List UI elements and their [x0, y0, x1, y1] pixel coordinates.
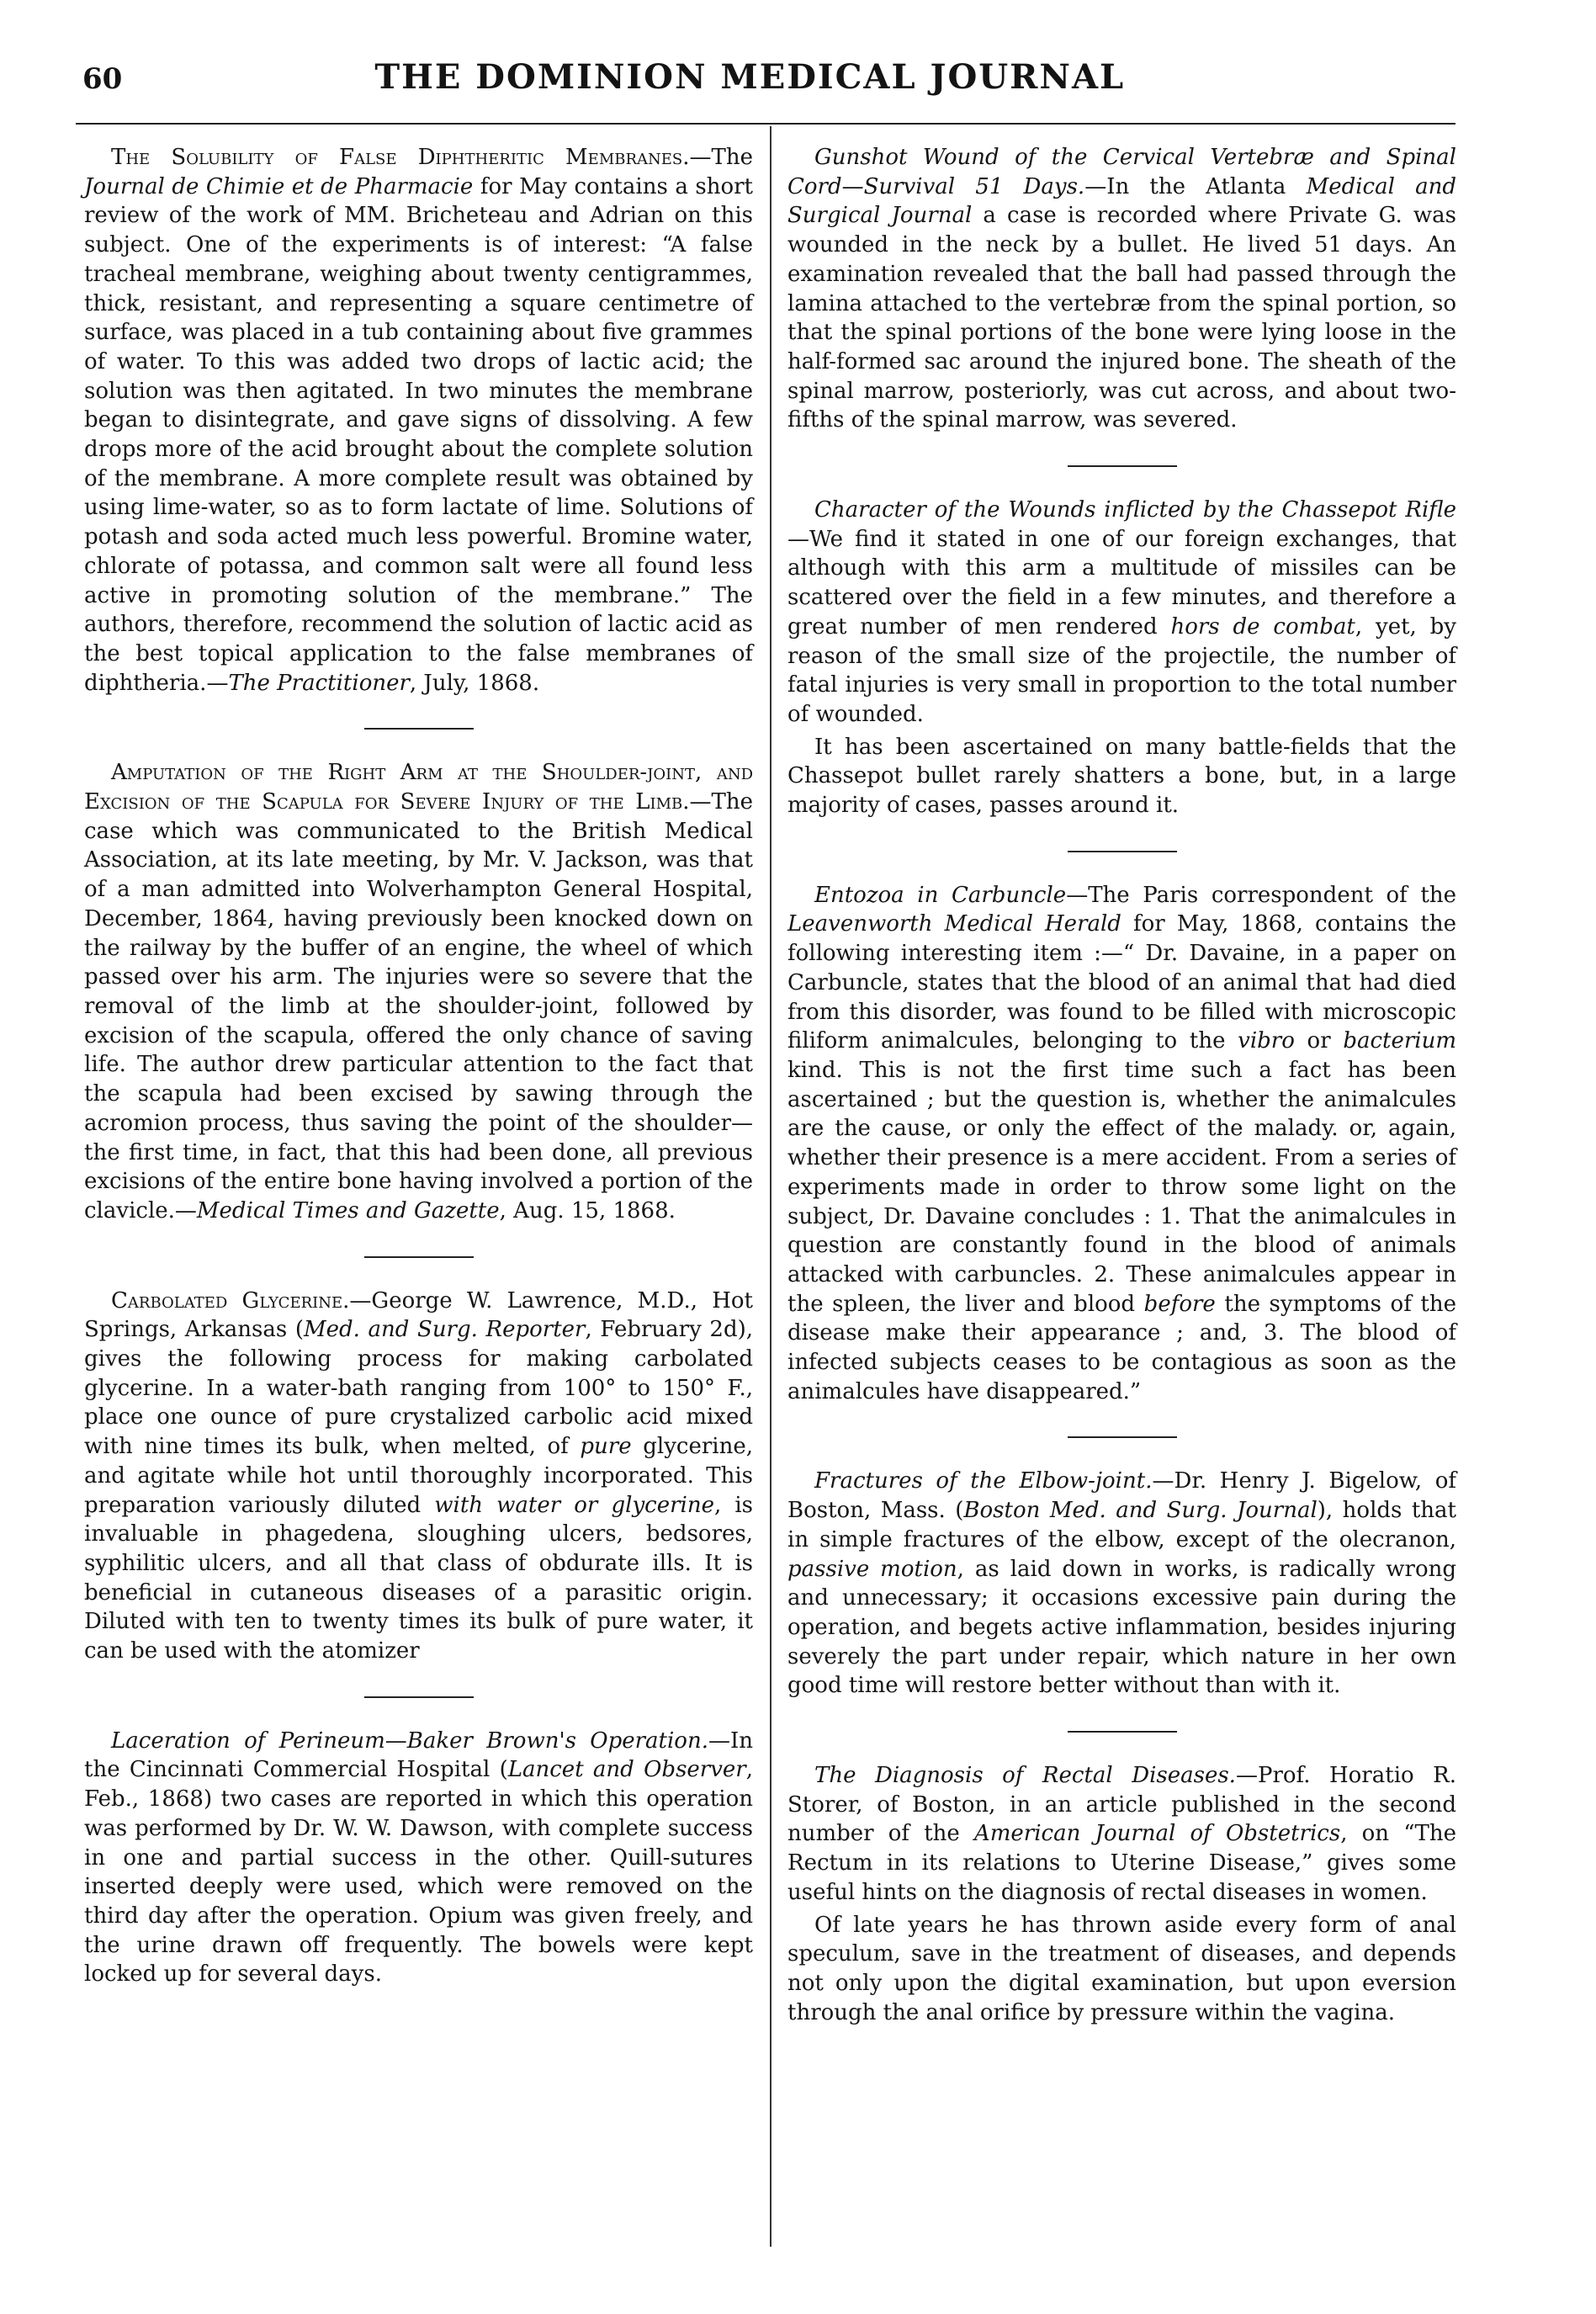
text-run: —In the Cincinnati Commercial Hospital (: [84, 1728, 753, 1783]
article-heading: The Diagnosis of Rectal Diseases.: [814, 1763, 1236, 1789]
right-column: [787, 143, 1456, 2057]
italic-run: vibro: [1238, 1028, 1295, 1054]
article-gunshot-wound: [787, 143, 1456, 435]
text-run: , as laid down in works, is radically wrong and unnecessary; it occasions excessive pain during the operation, and begets active inflammation, besides injuring severely the part under repair, which nature in her own good time will restore better without than with it.: [787, 1556, 1456, 1699]
text-run: the symptoms of the disease make their appearance ; and, 3. The blood of infected subjects ceases to be contagious as soon as the animalcules have disappeared.”: [787, 1291, 1456, 1404]
journal-title: THE DOMINION MEDICAL JOURNAL: [374, 57, 1126, 97]
article-rectal-diseases: [787, 1761, 1456, 2027]
text-run: —The Paris correspondent of the: [1066, 882, 1456, 908]
section-separator: [364, 728, 474, 730]
article-solubility-membranes: [84, 143, 753, 698]
citation-source: American Journal of Obstetrics: [973, 1821, 1341, 1847]
article-paragraph: It has been ascertained on many battle-fields that the Chassepot bullet rarely shatters a bone, but, in a large majority of cases, passes around it.: [787, 734, 1456, 819]
article-heading: The Solubility of False Diphtheritic Membranes.: [111, 145, 690, 170]
text-run: , Aug. 15, 1868.: [499, 1197, 676, 1223]
italic-run: pure: [580, 1434, 632, 1460]
section-separator: [1068, 1436, 1177, 1438]
text-run: , February 2d), gives the following process for making carbolated glycerine. In a water-bath ranging from 100° to 150° F., place one ounce of pure crystalized carbolic acid mixed with nine times its bulk, when melted, of: [84, 1317, 753, 1460]
article-laceration-perineum: [84, 1727, 753, 1989]
italic-run: hors de combat: [1170, 613, 1355, 640]
text-run: or: [1294, 1028, 1344, 1054]
text-run: —The case which was communicated to the British Medical Association, at its late meeting, by Mr. V. Jackson, was that of a man admitted into Wolverhampton General Hospital, December, 1864, having previously been knocked down on the railway by the buffer of an engine, the wheel of which passed over his arm. The injuries were so severe that the removal of the limb at the shoulder-joint, followed by excision of the scapula, offered the only chance of saving life. The author drew particular attention to the fact that the scapula had been excised by sawing through the acromion process, thus saving the point of the shoulder—the first time, in fact, that this had been done, all previous excisions of the entire bone having involved a portion of the clavicle.—: [84, 789, 753, 1223]
article-heading: Fractures of the Elbow-joint.: [814, 1468, 1153, 1494]
article-carbolated-glycerine: [84, 1287, 753, 1666]
section-separator: [1068, 851, 1177, 852]
section-separator: [364, 1256, 474, 1258]
section-separator: [1068, 1731, 1177, 1733]
citation-source: Medical and Surgical Journal: [787, 173, 1457, 229]
citation-source: Lancet and Observer: [507, 1757, 746, 1783]
citation-source: Medical Times and Gazette: [196, 1197, 500, 1223]
article-heading: Entozoa in Carbuncle: [814, 882, 1067, 908]
italic-run: with water or glycerine: [434, 1492, 714, 1518]
article-paragraph: [787, 496, 1456, 730]
text-run: —The: [689, 145, 753, 170]
italic-run: before: [1143, 1291, 1216, 1317]
article-heading: Gunshot Wound of the Cervical Vertebræ and Spinal Cord—Survival 51 Days.: [787, 145, 1456, 199]
text-run: , is invaluable in phagedena, sloughing ulcers, bedsores, syphilitic ulcers, and all that class of obdurate ills. It is beneficial in cutaneous diseases of a parasitic origin. Diluted with ten to twenty times its bulk of pure water, it can be used with the atomizer: [84, 1492, 753, 1664]
text-run: kind. This is not the first time such a fact has been ascertained ; but the question is, whether the animalcules are the cause, or only the effect of the malady. or, again, whether their presence is a mere accident. From a series of experiments made in order to throw some light on the subject, Dr. Davaine concludes : 1. That the animalcules in question are constantly found in the blood of animals attacked with carbuncles. 2. These animalcules appear in the spleen, the liver and blood: [787, 1057, 1456, 1317]
article-entozoa-carbuncle: [787, 881, 1456, 1407]
text-run: ), holds that in simple fractures of the elbow, except of the olecranon,: [787, 1498, 1456, 1552]
text-run: , July, 1868.: [409, 670, 540, 696]
text-run: —Prof. Horatio R. Storer, of Boston, in an article published in the second number of the: [787, 1763, 1456, 1847]
citation-source: Boston Med. and Surg. Journal: [963, 1498, 1318, 1524]
left-column: [84, 143, 753, 2019]
citation-source: Med. and Surg. Reporter: [303, 1317, 586, 1343]
article-amputation-right-arm: [84, 758, 753, 1225]
page-header: [49, 57, 1471, 118]
citation-source: The Practitioner: [228, 670, 410, 696]
article-heading: Laceration of Perineum—Baker Brown's Operation.: [111, 1728, 708, 1754]
text-run: , yet, by reason of the small size of the projectile, the number of fatal injuries is very small in proportion to the total number of wounded.: [787, 613, 1456, 727]
article-paragraph: [84, 143, 753, 698]
section-separator: [364, 1696, 474, 1698]
text-run: —Dr. Henry J. Bigelow, of Boston, Mass. (: [787, 1468, 1457, 1524]
citation-source: Leavenworth Medical Herald: [787, 911, 1121, 937]
text-run: , Feb., 1868) two cases are reported in which this operation was performed by Dr. W. W. Dawson, with complete success in one and partial success in the other. Quill-sutures inserted deeply were used, which were removed on the third day after the operation. Opium was given freely, and the urine drawn off frequently. The bowels were kept locked up for several days.: [84, 1757, 753, 1988]
article-paragraph: Of late years he has thrown aside every form of anal speculum, save in the treatment of diseases, and depends not only upon the digital examination, but upon eversion through the anal orifice by pressure within the vagina.: [787, 1912, 1456, 2025]
text-run: a case is recorded where Private G. was wounded in the neck by a bullet. He lived 51 days. An examination revealed that the ball had passed through the lamina attached to the vertebræ from the spinal portion, so that the spinal portions of the bone were lying loose in the half-formed sac around the injured bone. The sheath of the spinal marrow, posteriorly, was cut across, and about two-fifths of the spinal marrow, was severed.: [787, 203, 1456, 433]
article-fractures-elbow: [787, 1467, 1456, 1701]
article-paragraph: [84, 1287, 753, 1666]
article-paragraph: [787, 1761, 1456, 1908]
text-run: , on “The Rectum in its relations to Uterine Disease,” gives some useful hints on the diagnosis of rectal diseases in women.: [787, 1821, 1456, 1905]
header-rule: [76, 123, 1455, 125]
article-paragraph: [787, 143, 1456, 435]
article-heading: Amputation of the Right Arm at the Shoulder-joint, and Excision of the Scapula for Severe Injury of the Limb.: [84, 760, 753, 815]
section-separator: [1068, 465, 1177, 467]
text-run: for May, 1868, contains the following interesting item :—“ Dr. Davaine, in a paper on Carbuncle, states that the blood of an animal that had died from this disorder, was found to be filled with microscopic filiform animalcules, belonging to the: [787, 911, 1456, 1054]
italic-run: passive motion: [787, 1556, 957, 1582]
text-run: for May contains a short review of the work of MM. Bricheteau and Adrian on this subject. One of the experiments is of interest: “A false tracheal membrane, weighing about twenty centigrammes, thick, resistant, and representing a square centimetre of surface, was placed in a tub containing about five grammes of water. To this was added two drops of lactic acid; the solution was then agitated. In two minutes the membrane began to disintegrate, and gave signs of dissolving. A few drops more of the acid brought about the complete solution of the membrane. A more complete result was obtained by using lime-water, so as to form lactate of lime. Solutions of potash and soda acted much less powerful. Bromine water, chlorate of potassa, and common salt were all found less active in promoting solution of the membrane.” The authors, therefore, recommend the solution of lactic acid as the best topical application to the false membranes of diphtheria.—: [84, 173, 753, 696]
italic-run: bacterium: [1343, 1028, 1456, 1054]
article-heading: Carbolated Glycerine.: [111, 1287, 350, 1314]
article-paragraph: [787, 881, 1456, 1407]
article-chassepot-wounds: [787, 496, 1456, 820]
column-divider: [770, 126, 771, 2247]
article-paragraph: [84, 758, 753, 1225]
page-number: 60: [82, 62, 123, 96]
text-run: —George W. Lawrence, M.D., Hot Springs, Arkansas (: [84, 1287, 753, 1343]
article-heading: Character of the Wounds inflicted by the Chassepot Rifle: [814, 497, 1456, 523]
text-run: glycerine, and agitate while hot until thoroughly incorporated. This preparation variously diluted: [84, 1434, 753, 1518]
article-paragraph: [787, 1467, 1456, 1701]
italic-run: Journal de Chimie et de Pharmacie: [84, 173, 474, 199]
text-run: —In the Atlanta: [1084, 173, 1307, 199]
text-run: —We find it stated in one of our foreign exchanges, that although with this arm a multitude of missiles can be scattered over the field in a few minutes, and therefore a great number of men rendered: [787, 526, 1456, 640]
article-paragraph: [84, 1727, 753, 1989]
